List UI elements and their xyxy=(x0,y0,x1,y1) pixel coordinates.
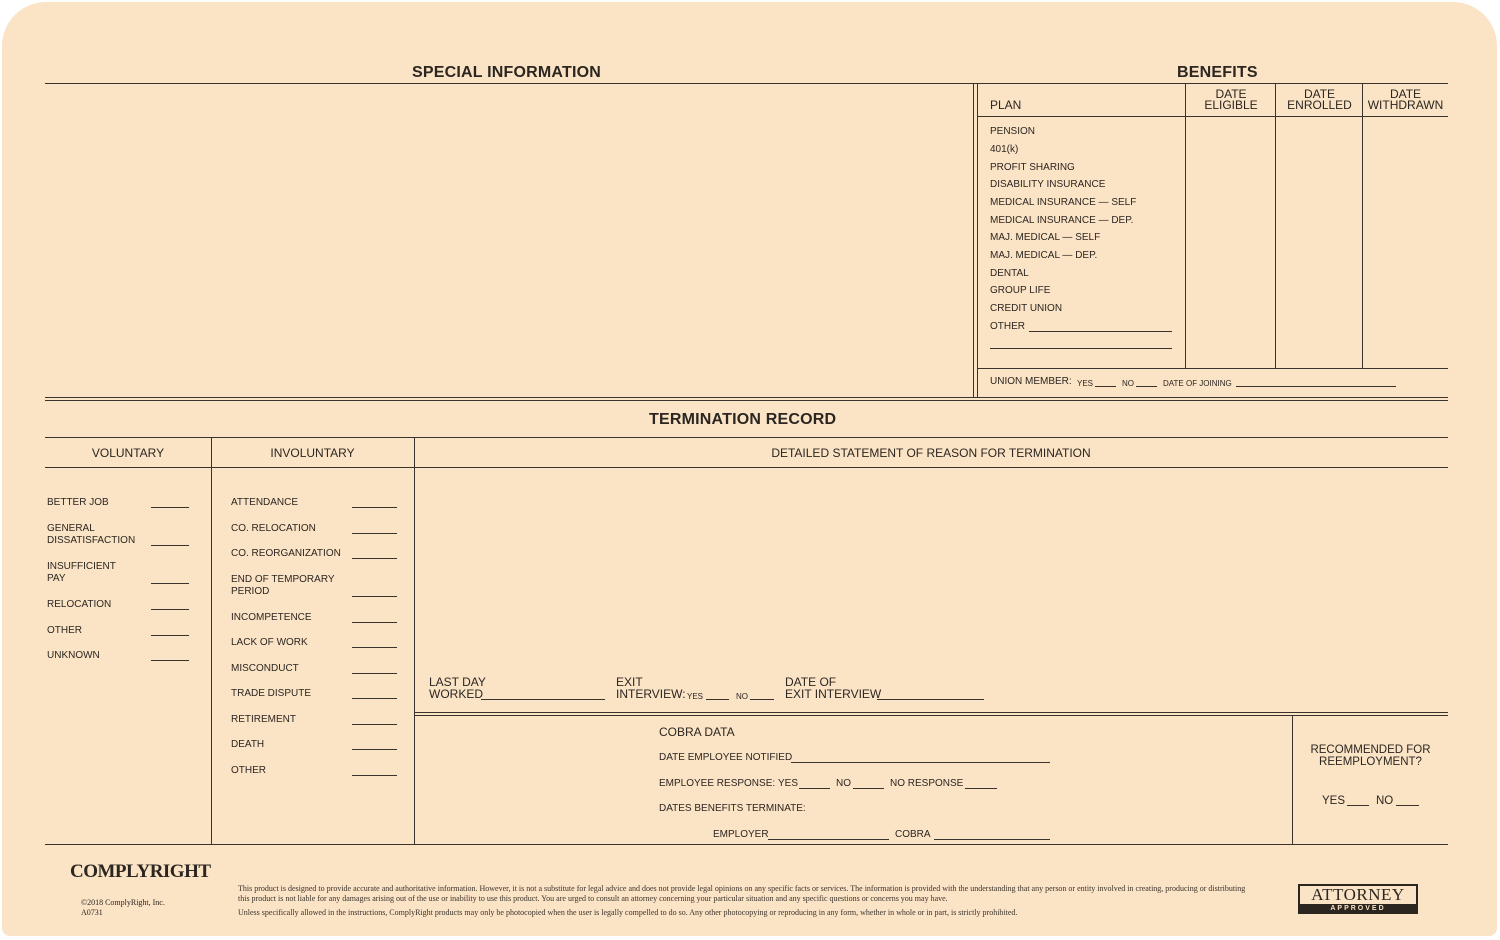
reason-statement-area[interactable] xyxy=(420,472,1444,668)
involuntary-header: INVOLUNTARY xyxy=(270,446,355,460)
union-member-label: UNION MEMBER: xyxy=(990,376,1072,387)
plan-other-line[interactable] xyxy=(1029,331,1172,332)
product-code: A0731 xyxy=(81,908,103,917)
plan-credit-union: CREDIT UNION xyxy=(990,303,1063,314)
involuntary-trade-dispute: TRADE DISPUTE xyxy=(231,688,312,699)
involuntary-co-reorganization-line[interactable] xyxy=(352,558,397,559)
involuntary-misconduct: MISCONDUCT xyxy=(231,663,299,674)
date-of-exit-interview-line[interactable] xyxy=(877,699,984,700)
date-employee-notified-label: DATE EMPLOYEE NOTIFIED xyxy=(659,752,793,763)
badge-top-text: ATTORNEY xyxy=(1311,885,1405,904)
employee-response-no-label: NO xyxy=(836,778,851,789)
reemployment-divider xyxy=(1292,715,1293,844)
voluntary-insufficient-pay: INSUFFICIENT PAY xyxy=(47,561,116,584)
employer-label: EMPLOYER xyxy=(713,829,769,840)
date-of-joining-label: DATE OF JOINING xyxy=(1163,379,1232,388)
involuntary-end-of-temporary-period-line[interactable] xyxy=(352,596,397,597)
involuntary-co-relocation: CO. RELOCATION xyxy=(231,523,316,534)
plan-dental: DENTAL xyxy=(990,268,1029,279)
statement-header: DETAILED STATEMENT OF REASON FOR TERMINATION xyxy=(771,446,1091,460)
attorney-approved-badge xyxy=(1298,884,1418,914)
termination-top-rule xyxy=(45,437,1448,438)
col-divider-withdrawn xyxy=(1362,83,1363,368)
exit-interview-yes-label: YES xyxy=(687,692,704,701)
special-information-title: SPECIAL INFORMATION xyxy=(412,64,601,81)
col-divider-enrolled xyxy=(1275,83,1276,368)
last-day-worked-label: LAST DAY WORKED xyxy=(429,675,486,701)
union-yes-line[interactable] xyxy=(1095,386,1116,387)
union-no-line[interactable] xyxy=(1136,386,1157,387)
dates-benefits-terminate-label: DATES BENEFITS TERMINATE: xyxy=(659,803,806,814)
col-divider-eligible xyxy=(1185,83,1186,368)
voluntary-relocation: RELOCATION xyxy=(47,599,112,610)
involuntary-death-line[interactable] xyxy=(352,749,397,750)
date-enrolled-header: DATE ENROLLED xyxy=(1287,87,1352,112)
recommended-for-reemployment-label: RECOMMENDED FOR REEMPLOYMENT? xyxy=(1310,744,1431,768)
section-rule-b xyxy=(45,400,1448,401)
involuntary-misconduct-line[interactable] xyxy=(352,673,397,674)
voluntary-unknown-line[interactable] xyxy=(151,660,189,661)
involuntary-attendance: ATTENDANCE xyxy=(231,497,299,508)
complyright-logo: COMPLYRIGHT xyxy=(70,861,211,882)
voluntary-better-job: BETTER JOB xyxy=(47,497,109,508)
involuntary-lack-of-work: LACK OF WORK xyxy=(231,637,308,648)
involuntary-co-relocation-line[interactable] xyxy=(352,533,397,534)
special-info-divider-a xyxy=(973,83,974,398)
voluntary-other-line[interactable] xyxy=(151,635,189,636)
legal-disclaimer: This product is designed to provide accurate and authoritative information. However, it is not a substitute for legal advice and does not provide legal opinions on any specific facts or services. The information is provided with the understanding that any person or entity involved in creating, producing or distributing this product is not liable for any damages arising out of the use or inability to use this product. You are urged to consult an attorney concerning your particular situation and any specific questions or concerns you may have. xyxy=(238,884,1246,903)
photocopy-notice: Unless specifically allowed in the instructions, ComplyRight products may only be photocopied when the user is legally compelled to do so. Any other photocopying or reproducing in any form, whether in whole or in part, is strictly prohibited. xyxy=(238,908,1018,917)
reemployment-no-line[interactable] xyxy=(1396,805,1419,806)
employee-response-yes-line[interactable] xyxy=(799,788,830,789)
plan-medical-dep: MEDICAL INSURANCE — DEP. xyxy=(990,215,1134,226)
plan-profit-sharing: PROFIT SHARING xyxy=(990,162,1075,173)
plan-maj-medical-self: MAJ. MEDICAL — SELF xyxy=(990,232,1101,243)
no-response-label: NO RESPONSE xyxy=(890,778,964,789)
cobra-data-title: COBRA DATA xyxy=(659,725,735,739)
termination-header-rule xyxy=(45,467,1448,468)
benefits-title: BENEFITS xyxy=(1177,64,1258,81)
plan-group-life: GROUP LIFE xyxy=(990,285,1051,296)
benefits-header-rule xyxy=(977,116,1448,117)
date-of-joining-line[interactable] xyxy=(1236,386,1396,387)
involuntary-other-line[interactable] xyxy=(352,775,397,776)
employer-line[interactable] xyxy=(768,839,889,840)
exit-interview-no-label: NO xyxy=(736,692,748,701)
voluntary-divider xyxy=(211,437,212,844)
date-eligible-header: DATE ELIGIBLE xyxy=(1204,87,1258,112)
plan-pension: PENSION xyxy=(990,126,1036,137)
exit-interview-yes-line[interactable] xyxy=(706,699,729,700)
section-rule-a xyxy=(45,397,1448,398)
plan-medical-self: MEDICAL INSURANCE — SELF xyxy=(990,197,1137,208)
union-no-label: NO xyxy=(1122,379,1134,388)
voluntary-header: VOLUNTARY xyxy=(91,446,165,460)
termination-record-title: TERMINATION RECORD xyxy=(649,411,837,428)
involuntary-end-of-temporary-period: END OF TEMPORARY PERIOD xyxy=(231,574,335,597)
involuntary-divider xyxy=(414,437,415,844)
plan-maj-medical-dep: MAJ. MEDICAL — DEP. xyxy=(990,250,1098,261)
bottom-rule xyxy=(45,844,1448,845)
plan-disability: DISABILITY INSURANCE xyxy=(990,179,1106,190)
voluntary-insufficient-pay-line[interactable] xyxy=(151,583,189,584)
voluntary-general-dissatisfaction: GENERAL DISSATISFACTION xyxy=(47,523,136,546)
voluntary-better-job-line[interactable] xyxy=(151,507,189,508)
cobra-label: COBRA xyxy=(895,829,931,840)
top-rule xyxy=(45,83,1448,84)
involuntary-co-reorganization: CO. REORGANIZATION xyxy=(231,548,341,559)
cobra-line[interactable] xyxy=(934,839,1050,840)
involuntary-retirement-line[interactable] xyxy=(352,724,397,725)
date-of-exit-interview-label: DATE OF EXIT INTERVIEW xyxy=(785,675,882,701)
special-info-divider-b xyxy=(977,83,978,398)
involuntary-incompetence: INCOMPETENCE xyxy=(231,612,312,623)
involuntary-retirement: RETIREMENT xyxy=(231,714,296,725)
reemployment-no-label: NO xyxy=(1376,795,1394,807)
no-response-line[interactable] xyxy=(965,788,997,789)
exit-interview-label: EXIT INTERVIEW: xyxy=(616,675,686,701)
cobra-rule-a xyxy=(414,712,1448,713)
date-employee-notified-line[interactable] xyxy=(791,762,1050,763)
badge-bottom-text: APPROVED xyxy=(1300,904,1416,913)
union-yes-label: YES xyxy=(1077,379,1094,388)
employee-response-yes-label: YES xyxy=(778,778,799,789)
special-information-area[interactable] xyxy=(50,92,965,390)
exit-interview-no-line[interactable] xyxy=(750,699,774,700)
voluntary-general-dissatisfaction-line[interactable] xyxy=(151,545,189,546)
copyright-text: ©2018 ComplyRight, Inc. xyxy=(81,898,165,907)
date-withdrawn-header: DATE WITHDRAWN xyxy=(1367,87,1444,112)
involuntary-attendance-line[interactable] xyxy=(352,507,397,508)
plan-other: OTHER xyxy=(990,321,1025,332)
reemployment-yes-label: YES xyxy=(1322,795,1346,807)
involuntary-lack-of-work-line[interactable] xyxy=(352,647,397,648)
employee-response-no-line[interactable] xyxy=(853,788,884,789)
reemployment-yes-line[interactable] xyxy=(1347,805,1369,806)
voluntary-relocation-line[interactable] xyxy=(151,609,189,610)
involuntary-incompetence-line[interactable] xyxy=(352,622,397,623)
plan-401k: 401(k) xyxy=(990,144,1019,155)
voluntary-unknown: UNKNOWN xyxy=(47,650,100,661)
involuntary-death: DEATH xyxy=(231,739,265,750)
plan-other-line-2[interactable] xyxy=(990,348,1172,349)
plan-header: PLAN xyxy=(990,98,1022,112)
union-rule xyxy=(977,368,1448,369)
voluntary-other: OTHER xyxy=(47,625,82,636)
involuntary-other: OTHER xyxy=(231,765,266,776)
involuntary-trade-dispute-line[interactable] xyxy=(352,698,397,699)
last-day-worked-line[interactable] xyxy=(481,699,605,700)
employee-response-label: EMPLOYEE RESPONSE: xyxy=(659,778,776,789)
